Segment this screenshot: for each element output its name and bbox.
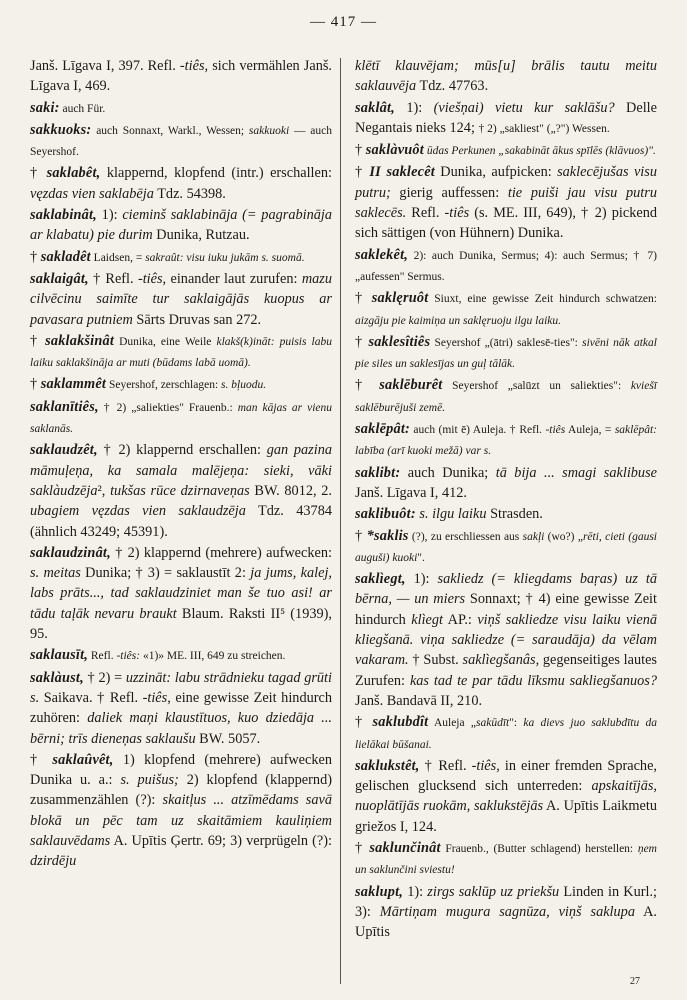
dictionary-entry <box>355 140 657 161</box>
entry-text: ka dievs juo saklubdītu da lielākai būšanai. <box>355 717 658 751</box>
entry-text: Dunika, aufpicken: <box>434 164 558 181</box>
entry-headword: saklammêt <box>40 376 107 393</box>
entry-text: AP.: <box>443 611 478 628</box>
entry-text: Delle Negantais nieks 124; <box>355 99 658 136</box>
entry-text: Seyershof „salūzt un saliekties": <box>442 380 631 393</box>
entry-text: sivēni nāk atkal pie siles un saklesījas un guļ tālāk. <box>355 336 657 371</box>
entry-text: ūdas Perkunen „sakabināt ākus spīlēs (klāvuos)". <box>423 145 656 158</box>
entry-text: † <box>355 377 380 394</box>
entry-text: -tiês, <box>137 270 167 287</box>
right-column <box>355 56 657 943</box>
entry-text: 1): <box>96 207 123 224</box>
entry-text: auch Für. <box>59 102 106 115</box>
entry-text: auch Dunika; <box>400 464 496 481</box>
entry-text: Janš. Līgava I, 397. Refl. <box>30 58 180 74</box>
entry-text: rēti, cieti (gausi auguši) kuoki <box>355 530 657 564</box>
dictionary-entry <box>355 332 657 375</box>
entry-text: Frauenb., (Butter schlagend) herstellen: <box>440 842 638 855</box>
entry-headword: saklakšinât <box>45 332 115 349</box>
entry-text: Dunika, Rutzau. <box>152 227 250 244</box>
entry-text: † <box>30 332 46 349</box>
entry-text: sakļi <box>522 530 545 543</box>
entry-text: eine gewisse Zeit hindurch zuhören: <box>30 689 332 727</box>
entry-text: skaitļus ... atzīmēdams savā blokā un pēc tam uz skaitāmiem kauliņiem saklauvēdams <box>30 792 332 849</box>
entry-text: ". <box>417 551 425 564</box>
entry-text: † 2) klappernd erschallen: <box>97 442 267 459</box>
entry-text: A. Upītis Laikmetu griežos I, 124. <box>355 798 657 835</box>
entry-text: Tdz. 54398. <box>153 185 226 202</box>
dictionary-entry <box>30 668 332 749</box>
entry-headword: saklubdît <box>372 714 429 731</box>
entry-text: saklēpât: labība (arī kuoki mežā) var s. <box>355 424 657 458</box>
entry-text: uzzināt: labu strādnieku tagad grūti s. <box>30 669 332 706</box>
entry-headword: sakladêt <box>40 248 91 265</box>
entry-text: Dunika; † 3) = saklaustīt 2: <box>80 565 251 582</box>
dictionary-entry <box>30 374 332 395</box>
entry-text: tukšas rūce dzirnaveņas <box>110 482 250 499</box>
entry-headword: saklàust, <box>30 669 84 686</box>
dictionary-entry <box>30 331 332 374</box>
entry-text: klētī klauvējam; mūs[u] brālis tautu meitu saklauvēja <box>355 58 657 95</box>
entry-text: gegenseitiges lautes Zurufen: <box>355 652 657 689</box>
entry-text: Tdz. 47763. <box>416 78 489 95</box>
entry-text: dzirdēju <box>30 853 77 870</box>
entry-headword: saklibt: <box>355 464 401 481</box>
entry-text: Janš. Bandavā II, 210. <box>355 692 483 709</box>
entry-text: † <box>355 527 367 544</box>
entry-text: zirgs saklūp uz priekšu <box>427 883 560 900</box>
entry-headword: saklukstêt, <box>355 757 420 774</box>
dictionary-entry <box>30 645 332 666</box>
dictionary-entry <box>355 375 657 418</box>
entry-headword: saklabêt, <box>46 165 101 182</box>
entry-text: ja jums, kalej, labs prāts..., tad saklaudziniet man še tuo asi! ar tādu taļāk nevaru braukt <box>30 565 333 622</box>
entry-text: † <box>30 751 53 768</box>
dictionary-entry <box>355 569 657 711</box>
entry-text: † <box>355 142 366 159</box>
dictionary-entry <box>30 98 332 119</box>
entry-text: saklìegšanâs, <box>462 652 540 669</box>
entry-text: † <box>30 248 41 265</box>
entry-text: Strasden. <box>486 506 543 523</box>
entry-headword: II saklecêt <box>369 164 435 181</box>
entry-headword: saklēpât: <box>355 421 411 438</box>
entry-text: Sārts Druvas san 272. <box>132 311 262 328</box>
dictionary-entry <box>30 397 332 440</box>
entry-text: Refl. <box>88 650 117 663</box>
entry-text: BW. 8012, 2. <box>249 482 332 499</box>
left-column <box>30 56 332 873</box>
entry-text: -tiês <box>545 424 566 437</box>
dictionary-entry <box>30 750 332 872</box>
entry-text: Auleja „ <box>428 717 476 730</box>
entry-headword: saklibuôt: <box>355 506 416 523</box>
entry-headword: saklaigât, <box>30 270 89 287</box>
dictionary-entry <box>355 504 657 524</box>
entry-text: auch (mit ē) Auleja. † Refl. <box>410 424 546 437</box>
entry-text: † 2) klappernd (mehrere) aufwecken: <box>110 544 332 561</box>
page-number: — 417 — <box>310 14 377 30</box>
entry-text: -tiês: <box>116 650 141 663</box>
entry-text: Mārtiņam mugura sagnūza, viņš saklupa <box>379 903 635 920</box>
entry-text: ": <box>509 717 524 730</box>
entry-text: einander laut zurufen: <box>166 270 302 287</box>
dictionary-entry <box>355 756 657 837</box>
entry-text: A. Upītis Ģertr. 69; 3) verprügeln (?): <box>110 832 332 849</box>
entry-text: 1): <box>405 571 438 588</box>
entry-text: sich vermählen Janš. Līgava I, 469. <box>30 58 332 95</box>
dictionary-entry <box>355 56 657 97</box>
entry-text: Seyershof „(ātri) saklesē-ties": <box>430 336 583 349</box>
entry-headword: saklēburêt <box>379 377 443 394</box>
entry-text: 2): auch Dunika, Sermus; 4): auch Sermus; † 7) „aufessen" Sermus. <box>355 249 657 283</box>
entry-text: † <box>30 165 47 182</box>
dictionary-entry <box>355 162 657 243</box>
entry-text: -tiês, <box>179 58 209 74</box>
entry-text: † Refl. <box>88 270 138 287</box>
entry-text: -tiês, <box>471 757 500 774</box>
dictionary-entry <box>355 419 657 462</box>
entry-text: man kājas ar vienu saklanās. <box>30 401 332 436</box>
entry-text: daliek maņi klaustītuos, kuo dziedāja ... bērni; trīs dieneņas saklaušu <box>30 710 332 747</box>
entry-text: sakliedz (= kliegdams baŗas) uz tā bērna, — un miers <box>355 571 657 608</box>
entry-headword: saklekêt, <box>355 246 409 263</box>
entry-text: † <box>355 164 370 181</box>
entry-text: -tiês, <box>142 689 171 706</box>
dictionary-entry <box>30 163 332 204</box>
entry-text: Refl. <box>406 205 445 222</box>
dictionary-entry <box>30 543 332 644</box>
entry-text: tie puiši jau visu putru saklecēs. <box>355 184 657 222</box>
entry-text: Tdz. 43784 (ähnlich 43249; 45391). <box>30 503 332 540</box>
entry-text: apskaitījās, nuoplātījās ruokām, saklukstējās <box>355 778 657 815</box>
entry-text: tā bija ... smagi saklibuse <box>495 464 657 481</box>
dictionary-entry <box>355 463 657 504</box>
entry-headword: saklęruôt <box>371 290 429 307</box>
entry-text: Dunika, eine Weile <box>114 335 217 348</box>
entry-text: Auleja, = <box>565 424 615 437</box>
entry-text: sakūdīt <box>475 717 510 730</box>
entry-headword: saklàvuôt <box>365 142 424 159</box>
entry-text: (viešņai) vietu kur saklāšu? <box>433 99 615 116</box>
entry-text: † <box>355 839 370 856</box>
entry-text: (?), zu erschliessen aus <box>408 530 523 543</box>
entry-text: Saikava. † Refl. <box>39 689 143 706</box>
entry-text: (wo?) „ <box>544 530 583 543</box>
entry-text: † Subst. <box>408 652 463 669</box>
entry-text: klìegt <box>411 611 444 628</box>
entry-text: auch Sonnaxt, Warkl., Wessen; <box>91 124 249 137</box>
dictionary-entry <box>355 98 657 140</box>
signature-mark: 27 <box>630 976 640 987</box>
entry-text: † <box>355 333 369 350</box>
entry-text: ², <box>97 482 111 499</box>
entry-text: ņem un saklunčini sviestu! <box>355 842 657 877</box>
entry-text: s. bļuodu. <box>221 379 267 392</box>
entry-text: Sonnaxt; † 4) eine gewisse Zeit hindurch <box>355 591 658 628</box>
dictionary-entry <box>355 245 657 288</box>
entry-text: aizgāju pie kaimiņa un saklęruoju ilgu laiku. <box>355 314 562 327</box>
entry-headword: saklausīt, <box>30 647 89 664</box>
dictionary-entry <box>355 526 657 569</box>
entry-text: s. meitas <box>30 565 81 582</box>
entry-text: s. ilgu laiku <box>419 506 487 523</box>
entry-headword: saklabinât, <box>30 207 97 224</box>
dictionary-entry <box>30 205 332 246</box>
entry-text: in einer fremden Sprache, gelischen glucksend sich unterreden: <box>355 757 657 795</box>
entry-text: kviešī saklēburējuši zemē. <box>355 380 657 414</box>
entry-text: cieminš saklabināja (= pagrabināja ar klabatu) pie durim <box>30 207 333 244</box>
entry-text: † <box>355 714 373 731</box>
dictionary-entry <box>355 712 657 755</box>
entry-text: — auch Seyershof. <box>30 124 332 159</box>
entry-text: Blaum. Raksti II⁵ (1939), 95. <box>30 605 332 643</box>
entry-text: 1) klopfend (mehrere) aufwecken Dunika u. a.: <box>30 751 332 789</box>
entry-text: vęzdas vien saklabēja <box>30 185 154 202</box>
entry-text: viņš sakliedze visu laiku vienā kliegšanā. viņa sakliedze (= saraudāja) da vēlam vakaram. <box>355 611 657 669</box>
entry-text: 1): <box>403 883 428 900</box>
dictionary-entry <box>30 269 332 330</box>
entry-text: -tiês <box>444 205 470 222</box>
dictionary-entry <box>30 120 332 163</box>
entry-text: † 2) „saliekties" Frauenb.: <box>98 401 238 414</box>
dictionary-entry <box>30 440 332 541</box>
entry-headword: saklât, <box>355 99 395 116</box>
entry-text: † 2) „sakliest" („?") Wessen. <box>478 122 610 135</box>
entry-text: ubagiem vęzdas vien saklaudzēja <box>30 503 246 520</box>
entry-text: † <box>30 376 41 393</box>
dictionary-entry <box>30 247 332 268</box>
entry-headword: saklunčinât <box>369 839 441 856</box>
entry-text: † Refl. <box>419 757 472 774</box>
dictionary-entry <box>355 882 657 943</box>
entry-text: † <box>355 290 372 307</box>
entry-text: «1)» ME. III, 649 zu streichen. <box>140 650 286 663</box>
entry-headword: saklanītiês, <box>30 398 99 415</box>
entry-text: A. Upītis <box>355 903 657 941</box>
entry-headword: saki: <box>30 99 60 116</box>
entry-text: klappernd, klopfend (intr.) erschallen: <box>100 165 332 182</box>
dictionary-entry <box>355 838 657 881</box>
entry-text: saklecējušas visu putru; <box>355 164 657 201</box>
entry-headword: saklesîtiês <box>368 333 431 350</box>
entry-text: † 2) = <box>83 669 126 686</box>
entry-text: s. puišus; <box>120 772 179 789</box>
entry-headword: saklaudzêt, <box>30 442 98 459</box>
entry-headword: saklaudzinât, <box>30 544 111 561</box>
entry-text: Janš. Līgava I, 412. <box>355 484 467 501</box>
entry-text: (s. ME. III, 649), † 2) pickend sich sättigen (von Hühnern) Dunika. <box>355 205 657 242</box>
entry-text: gierig auffessen: <box>390 184 508 201</box>
entry-text: Laidsen, = <box>90 251 146 264</box>
column-divider <box>340 58 341 984</box>
entry-text: Linden in Kurl.; 3): <box>355 883 658 920</box>
entry-text: BW. 5057. <box>195 730 261 747</box>
entry-text: Seyershof, zerschlagen: <box>106 379 222 392</box>
dictionary-entry <box>355 288 657 331</box>
entry-text: klakš(k)ināt: puisis labu laiku saklakšināja ar muti (būdams labā uomā). <box>30 335 332 370</box>
entry-headword: saklaûvêt, <box>52 751 114 768</box>
dictionary-entry <box>30 56 332 97</box>
entry-text: 2) klopfend (klappernd) zusammenzählen (?): <box>30 772 332 809</box>
entry-text: sakkuoki <box>248 124 290 137</box>
entry-headword: sakkuoks: <box>30 121 92 138</box>
entry-text: kas tad te par tādu līksmu sakliegšanuos? <box>409 672 658 689</box>
entry-headword: saklìegt, <box>355 571 406 588</box>
entry-text: 1): <box>394 99 434 116</box>
entry-headword: saklupt, <box>355 883 404 900</box>
entry-text: mazu cilvēcinu saimīte tur saklaigājās kuopus ar pavasara putniem <box>30 270 332 328</box>
entry-text: sakraût: visu iuku jukām s. suomā. <box>145 251 305 264</box>
entry-headword: *saklis <box>366 527 409 544</box>
entry-text: Siuxt, eine gewisse Zeit hindurch schwatzen: <box>428 293 657 306</box>
entry-text: gan pazina māmuļeņa, ka samala malējeņa: sieki, vāki saklàudzēja <box>30 442 332 499</box>
